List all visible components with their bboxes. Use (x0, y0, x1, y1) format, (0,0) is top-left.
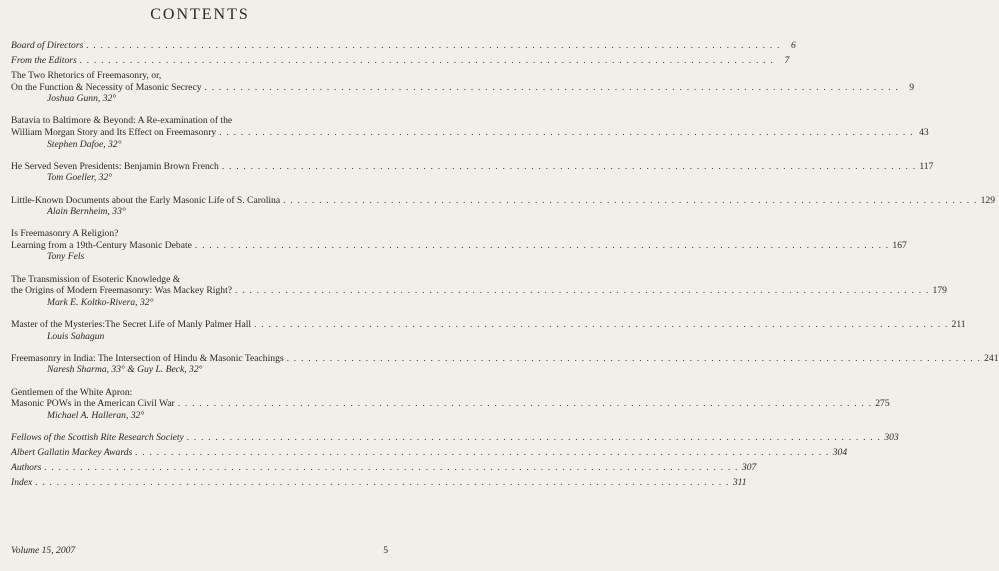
entry-title: Albert Gallatin Mackey Awards (11, 446, 133, 458)
entry-author: Alain Bernheim, 33° (47, 206, 126, 218)
dot-leader (80, 55, 775, 67)
toc-title-line (11, 274, 391, 286)
entry-page-number: 211 (951, 319, 966, 331)
entry-title: The Transmission of Esoteric Knowledge & (11, 273, 181, 285)
toc-entry (11, 69, 914, 105)
toc-title-line (11, 115, 391, 127)
toc-entry (11, 160, 934, 184)
toc-entry (11, 446, 848, 459)
entry-title: On the Function & Necessity of Masonic Secrecy (11, 81, 202, 93)
page-number: 5 (383, 545, 388, 556)
entry-title: William Morgan Story and Its Effect on Freemasonry (11, 126, 217, 138)
entry-page-number: 9 (909, 81, 914, 93)
dot-leader (187, 432, 882, 444)
toc-entry (11, 352, 999, 376)
entry-author: Tom Goeller, 32° (47, 172, 113, 184)
entry-title: Board of Directors (11, 40, 84, 51)
toc-title-line (11, 319, 966, 331)
toc-title-line (11, 446, 848, 459)
toc-title-line (11, 352, 999, 365)
entry-title: Gentlemen of the White Apron: (11, 386, 133, 398)
entry-title: Fellows of the Scottish Rite Research Society (11, 431, 184, 443)
toc-entry (11, 115, 929, 150)
entry-page-number: 303 (884, 431, 899, 443)
toc-title-line (11, 461, 757, 474)
toc-entry (11, 228, 907, 263)
toc-entry (11, 273, 947, 309)
dot-leader (86, 40, 781, 52)
toc-entry (11, 194, 995, 218)
entry-title: Batavia to Baltimore & Beyond: A Re-examination of the (11, 115, 233, 127)
page-title: CONTENTS (150, 6, 250, 23)
entry-page-number: 7 (784, 54, 790, 66)
entry-title: Master of the Mysteries:The Secret Life of Manly Palmer Hall (11, 319, 252, 331)
toc-title-line (11, 285, 947, 297)
dot-leader (254, 319, 949, 331)
entry-author: Mark E. Koltko-Rivera, 32° (47, 296, 154, 308)
dot-leader (35, 477, 730, 489)
entry-page-number: 241 (984, 352, 999, 364)
entry-title: Learning from a 19th-Century Masonic Debate (11, 239, 192, 251)
entry-title: Is Freemasonry A Religion? (11, 228, 119, 240)
dot-leader (283, 195, 978, 207)
toc-entry (11, 40, 796, 52)
toc-entry (11, 54, 790, 67)
entry-title: From the Editors (11, 54, 77, 66)
toc-title-line (11, 228, 391, 240)
entry-page-number: 304 (832, 446, 848, 458)
dot-leader (222, 161, 917, 173)
entry-author: Michael A. Halleran, 32° (47, 409, 145, 421)
dot-leader (178, 398, 873, 410)
entry-title: Index (11, 476, 33, 488)
entry-title: the Origins of Modern Freemasonry: Was Mackey Right? (11, 285, 232, 297)
dot-leader (44, 462, 739, 474)
entry-title: Authors (11, 461, 42, 473)
dot-leader (219, 127, 914, 139)
toc-title-line (11, 194, 995, 207)
dot-leader (135, 447, 830, 459)
toc-title-line (11, 239, 907, 252)
entry-author: Louis Sahagun (47, 330, 105, 342)
entry-page-number: 179 (932, 285, 947, 297)
entry-page-number: 307 (741, 461, 757, 473)
entry-author: Stephen Dafoe, 32° (47, 138, 122, 150)
toc-entry (11, 461, 757, 474)
volume-footer: Volume 15, 2007 (11, 545, 76, 556)
entry-page-number: 129 (980, 194, 995, 206)
entry-page-number: 6 (791, 40, 796, 51)
toc-title-line (11, 387, 391, 399)
toc-entry (11, 431, 899, 444)
entry-title: He Served Seven Presidents: Benjamin Brown French (11, 160, 219, 172)
entry-page-number: 43 (919, 126, 929, 138)
toc-title-line (11, 40, 796, 52)
toc-entry (11, 386, 890, 422)
entry-title: Freemasonry in India: The Intersection of Hindu & Masonic Teachings (11, 352, 284, 364)
toc-title-line (11, 70, 391, 82)
entry-title: Little-Known Documents about the Early Masonic Life of S. Carolina (11, 194, 281, 206)
entry-title: Masonic POWs in the American Civil War (11, 398, 175, 410)
dot-leader (235, 285, 930, 297)
entry-page-number: 311 (732, 476, 747, 488)
toc-title-line (11, 398, 890, 410)
toc-title-line (11, 54, 790, 67)
entry-page-number: 167 (892, 239, 907, 251)
entry-author: Tony Fels (47, 251, 85, 263)
entry-page-number: 275 (875, 398, 890, 410)
toc-title-line (11, 431, 899, 444)
toc-title-line (11, 126, 929, 139)
toc-title-line (11, 476, 747, 489)
toc-title-line (11, 160, 934, 173)
table-of-contents (11, 40, 999, 492)
entry-title: The Two Rhetorics of Freemasonry, or, (11, 69, 162, 81)
entry-author: Joshua Gunn, 32° (47, 93, 117, 105)
dot-leader (205, 82, 900, 94)
toc-entry (11, 476, 747, 489)
toc-entry (11, 319, 966, 342)
toc-title-line (11, 81, 914, 94)
entry-author: Naresh Sharma, 33° & Guy L. Beck, 32° (47, 364, 203, 376)
dot-leader (195, 240, 890, 252)
entry-page-number: 117 (919, 160, 934, 172)
dot-leader (287, 353, 982, 365)
